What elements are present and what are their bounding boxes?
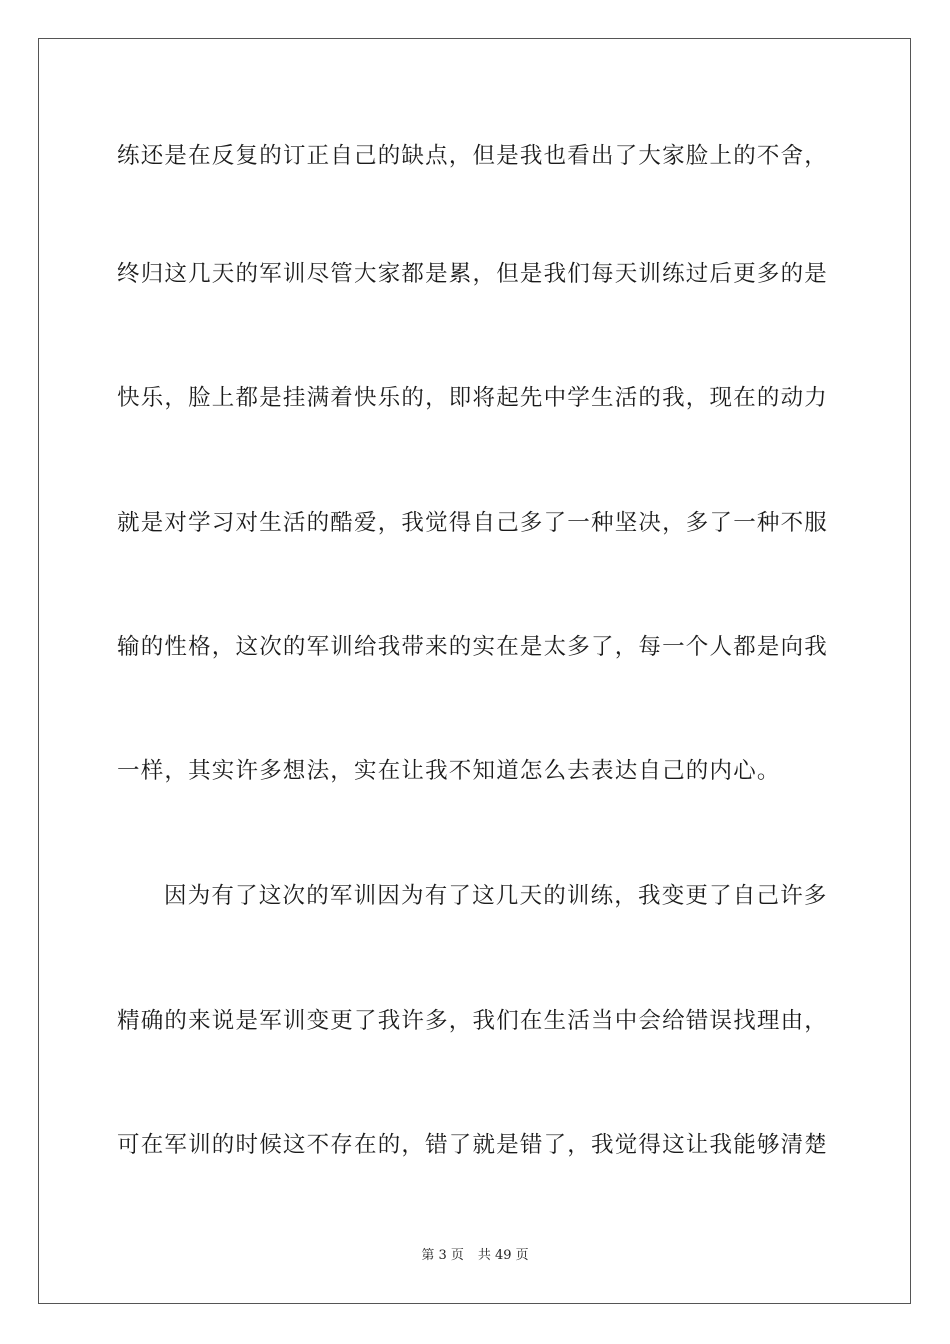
body-text-line: 就是对学习对生活的酷爱，我觉得自己多了一种坚决，多了一种不服 <box>117 510 829 536</box>
body-text-line: 输的性格，这次的军训给我带来的实在是太多了，每一个人都是向我 <box>117 634 829 660</box>
page-footer <box>0 1247 950 1265</box>
page-total: 共 49 页 <box>477 1248 529 1263</box>
body-text-line: 精确的来说是军训变更了我许多，我们在生活当中会给错误找理由， <box>117 1008 829 1034</box>
body-text-line: 快乐，脸上都是挂满着快乐的，即将起先中学生活的我，现在的动力 <box>117 385 829 411</box>
body-text-line: 终归这几天的军训尽管大家都是累，但是我们每天训练过后更多的是 <box>117 261 829 287</box>
body-text-line: 练还是在反复的订正自己的缺点，但是我也看出了大家脸上的不舍， <box>117 143 829 169</box>
paragraph-first-line: 因为有了这次的军训因为有了这几天的训练，我变更了自己许多 <box>164 883 828 909</box>
page-number: 第 3 页 <box>421 1248 464 1263</box>
body-text-line: 一样，其实许多想法，实在让我不知道怎么去表达自己的内心。 <box>117 758 781 784</box>
page-border <box>38 38 911 1304</box>
body-text-line: 可在军训的时候这不存在的，错了就是错了，我觉得这让我能够清楚 <box>117 1132 829 1158</box>
